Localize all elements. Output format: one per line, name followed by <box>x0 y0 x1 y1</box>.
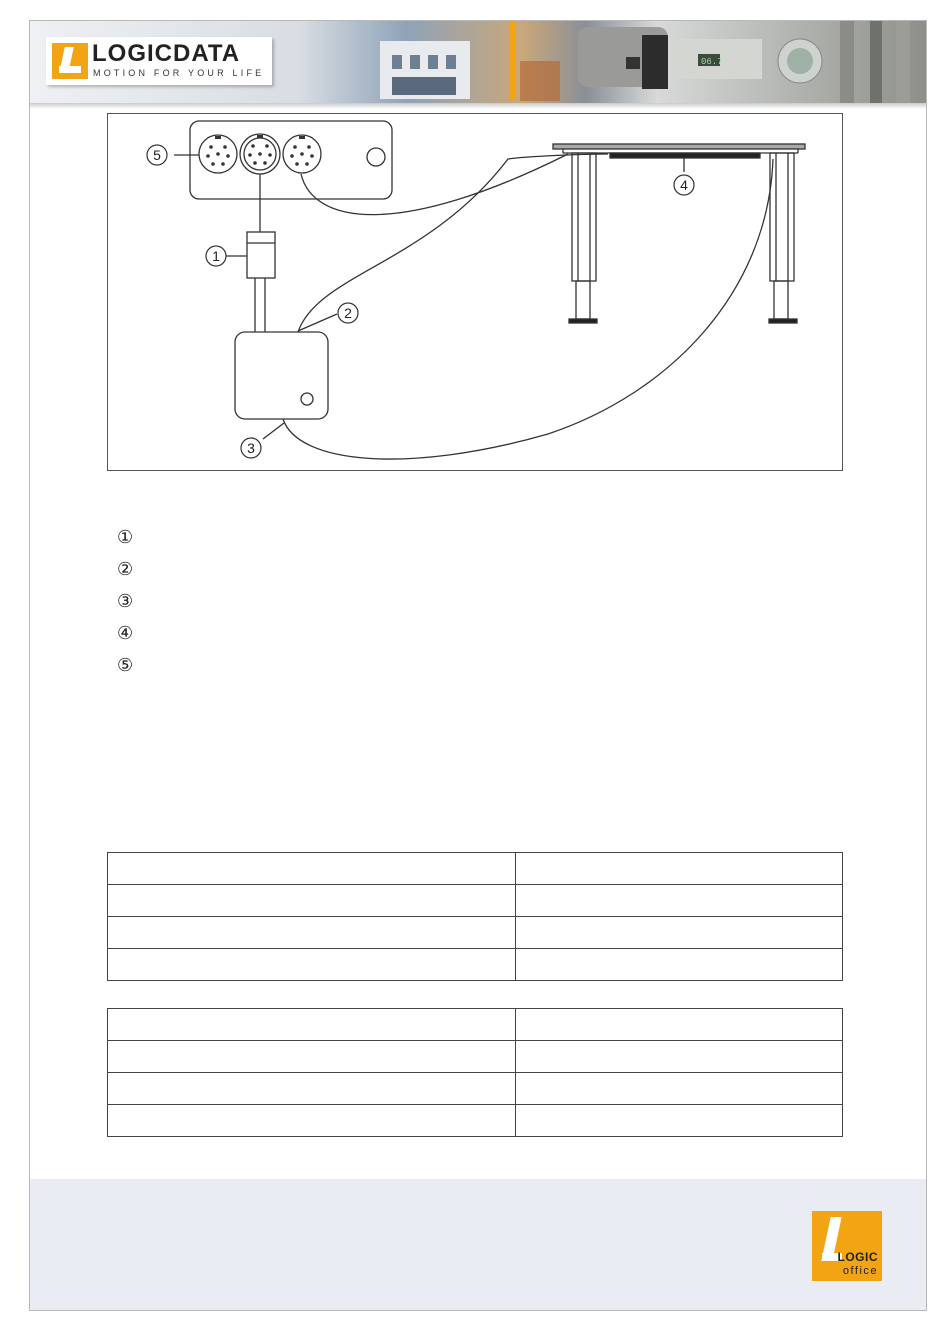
handset-display: 06.7 <box>701 57 723 67</box>
table-cell <box>108 1009 516 1041</box>
spec-table-1 <box>107 852 843 981</box>
legend-list <box>117 527 133 687</box>
table-cell <box>516 1009 843 1041</box>
inline-plug <box>247 232 275 278</box>
legend-item-2: ② <box>117 559 134 579</box>
mount-hole <box>367 148 385 166</box>
table-row <box>108 1073 843 1105</box>
logic-office-line1: LOGIC <box>837 1250 878 1264</box>
brand-tagline: MOTION FOR YOUR LIFE <box>93 68 265 78</box>
table-row <box>108 885 843 917</box>
logic-office-line2: office <box>842 1265 878 1277</box>
table-row <box>108 1105 843 1137</box>
connector-plate <box>190 121 392 199</box>
footer-band <box>30 1179 926 1310</box>
logic-office-logo <box>812 1211 882 1281</box>
table-leg-left <box>572 153 596 281</box>
table-cell <box>108 1041 516 1073</box>
table-row <box>108 1041 843 1073</box>
table-row <box>108 1009 843 1041</box>
spec-table-2 <box>107 1008 843 1137</box>
header-shadow <box>30 103 926 109</box>
table-row <box>108 949 843 981</box>
legend-item-1: ① <box>117 527 134 547</box>
table-cell <box>516 1105 843 1137</box>
table-row <box>108 917 843 949</box>
table-cell <box>108 885 516 917</box>
wiring-diagram-svg <box>108 114 844 472</box>
legend-item-5: ⑤ <box>117 655 134 675</box>
table-top <box>553 144 805 149</box>
callout-4-label: 4 <box>680 177 688 193</box>
logo-mark-icon <box>52 43 88 79</box>
callout-2-label: 2 <box>344 305 352 321</box>
table-leg-right <box>770 153 794 281</box>
table-cell <box>516 917 843 949</box>
logicdata-logo <box>46 37 272 85</box>
table-cell <box>516 1041 843 1073</box>
banner-flag <box>509 21 516 99</box>
legend-item-4: ④ <box>117 623 134 643</box>
handset-bar <box>610 153 760 158</box>
legend-item-3: ③ <box>117 591 134 611</box>
brand-name: LOGICDATA <box>92 40 241 67</box>
header-banner <box>30 21 926 103</box>
table-cell <box>516 1073 843 1105</box>
table-row <box>108 853 843 885</box>
table-cell <box>108 1073 516 1105</box>
control-box <box>235 332 328 419</box>
table-cell <box>516 853 843 885</box>
table-cell <box>516 885 843 917</box>
table-cell <box>516 949 843 981</box>
callout-3-label: 3 <box>247 440 255 456</box>
table-cell <box>108 949 516 981</box>
table-cell <box>108 853 516 885</box>
table-cell <box>108 1105 516 1137</box>
wiring-diagram <box>107 113 843 471</box>
callout-5-label: 5 <box>153 147 161 163</box>
callout-1-label: 1 <box>212 248 220 264</box>
table-cell <box>108 917 516 949</box>
